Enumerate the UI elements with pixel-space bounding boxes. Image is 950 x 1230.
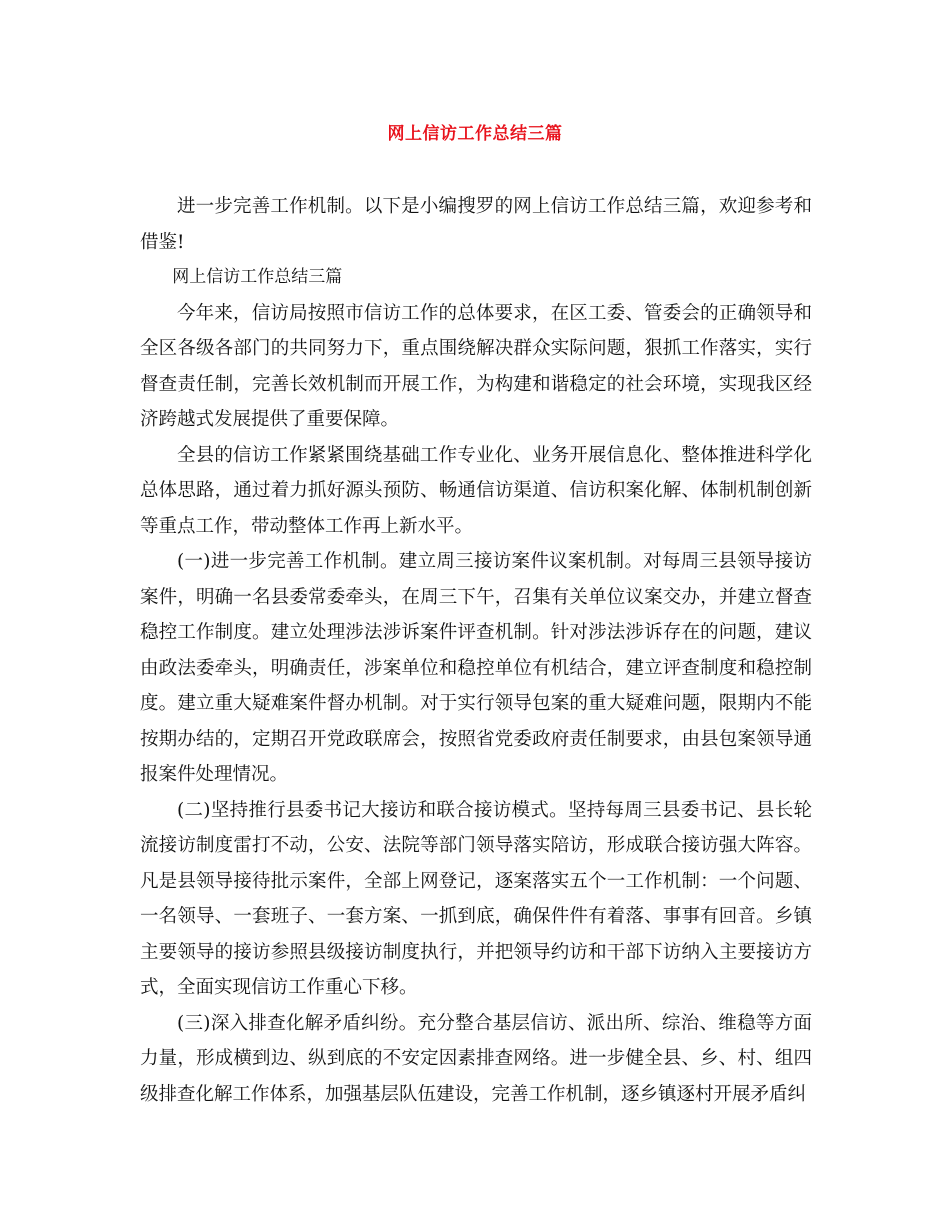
paragraph-overview: 今年来，信访局按照市信访工作的总体要求，在区工委、管委会的正确领导和全区各级各部门的共同努力下，重点围绕解决群众实际问题，狠抓工作落实，实行督查责任制，完善长效机制而开展工作，为构建和谐稳定的社会环境，实现我区经济跨越式发展提供了重要保障。 [140, 302, 812, 430]
document-body [140, 189, 812, 1112]
paragraph-subtitle: 网上信访工作总结三篇 [172, 267, 343, 287]
paragraph-section-1: (一)进一步完善工作机制。建立周三接访案件议案机制。对每周三县领导接访案件，明确一名县委常委牵头，在周三下午，召集有关单位议案交办，并建立督查稳控工作制度。建立处理涉法涉诉案件评查机制。针对涉法涉诉存在的问题，建议由政法委牵头，明确责任，涉案单位和稳控单位有机结合，建立评查制度和稳控制度。建立重大疑难案件督办机制。对于实行领导包案的重大疑难问题，限期内不能按期办结的，定期召开党政联席会，按照省党委政府责任制要求，由县包案领导通报案件处理情况。 [140, 551, 812, 785]
paragraph-section-3: (三)深入排查化解矛盾纠纷。充分整合基层信访、派出所、综治、维稳等方面力量，形成横到边、纵到底的不安定因素排查网络。进一步健全县、乡、村、组四级排查化解工作体系，加强基层队伍建设，完善工作机制，逐乡镇逐村开展矛盾纠 [140, 1012, 812, 1105]
paragraph-section-2: (二)坚持推行县委书记大接访和联合接访模式。坚持每周三县委书记、县长轮流接访制度雷打不动，公安、法院等部门领导落实陪访，形成联合接访强大阵容。凡是县领导接待批示案件，全部上网登记，逐案落实五个一工作机制：一个问题、一名领导、一套班子、一套方案、一抓到底，确保件件有着落、事事有回音。乡镇主要领导的接访参照县级接访制度执行，并把领导约访和干部下访纳入主要接访方式，全面实现信访工作重心下移。 [140, 799, 812, 998]
paragraph-approach: 全县的信访工作紧紧围绕基础工作专业化、业务开展信息化、整体推进科学化总体思路，通过着力抓好源头预防、畅通信访渠道、信访积案化解、体制机制创新等重点工作，带动整体工作再上新水平。 [140, 444, 812, 537]
paragraph-intro: 进一步完善工作机制。以下是小编搜罗的网上信访工作总结三篇，欢迎参考和借鉴! [140, 196, 812, 253]
document-title: 网上信访工作总结三篇 [387, 124, 563, 144]
